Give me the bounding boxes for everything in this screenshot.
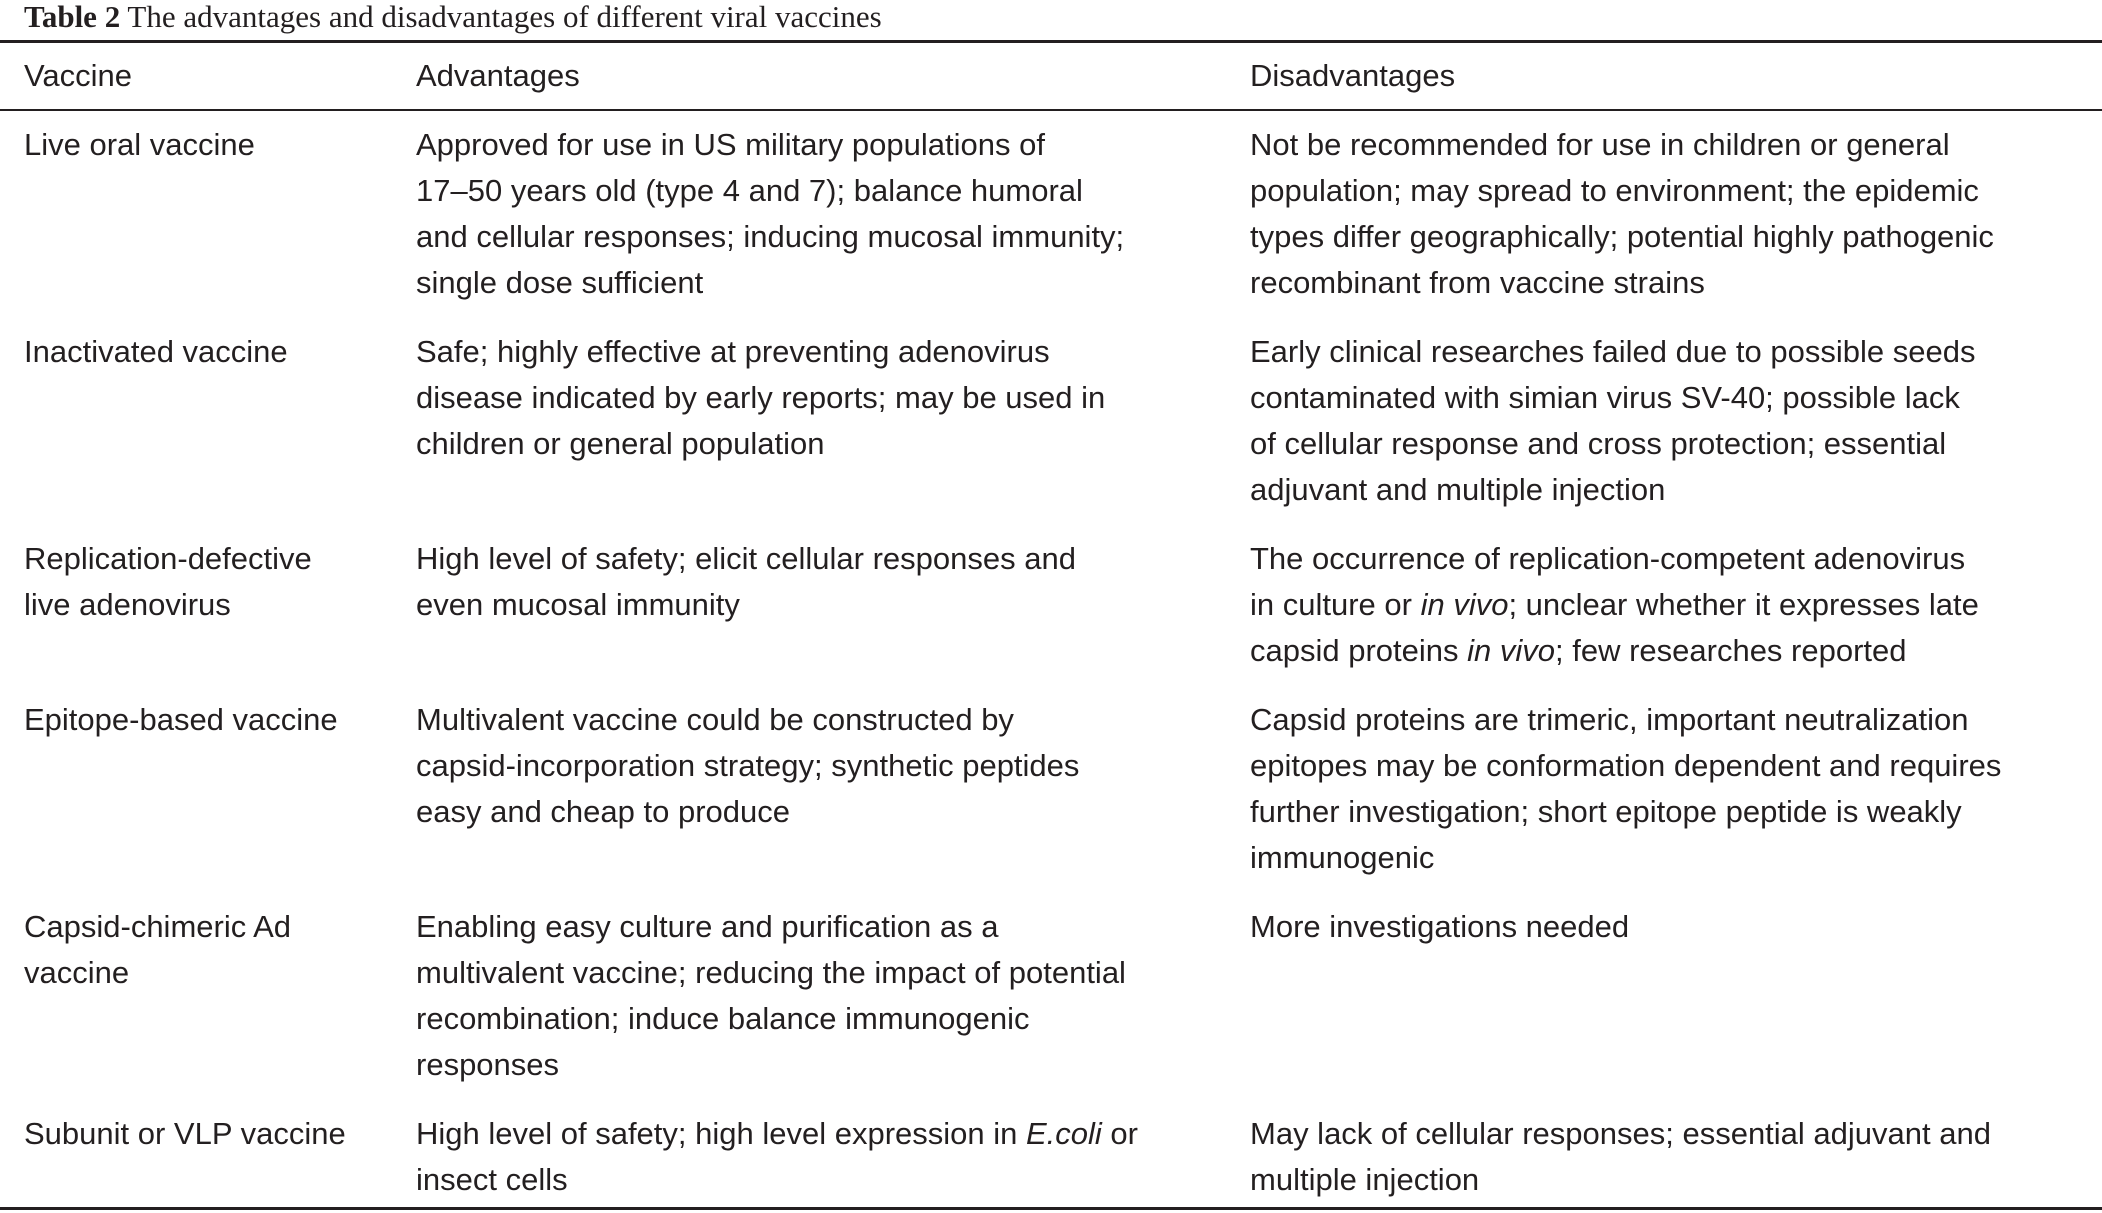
row-4-disadvantages (1250, 697, 2001, 881)
row-2-advantages-line: disease indicated by early reports; may be used in (416, 380, 1106, 415)
row-3-disadvantages-line (1250, 536, 1979, 582)
row-4-disadvantages-line: epitopes may be conformation dependent and requires (1250, 748, 2002, 783)
row-6-advantages-line (416, 1111, 1138, 1157)
row-1-advantages-line: Approved for use in US military populations of (416, 127, 1045, 162)
row-3-disadvantages (1250, 536, 1979, 674)
text-run: The occurrence of replication-competent adenovirus (1250, 541, 1966, 576)
row-1-disadvantages-line: Not be recommended for use in children or general (1250, 127, 1950, 162)
table-bottom-rule (0, 1207, 2102, 1210)
row-3-advantages (416, 536, 1076, 628)
row-5-advantages (416, 904, 1126, 1088)
row-6-vaccine (24, 1111, 346, 1157)
row-2-vaccine (24, 329, 288, 375)
row-1-disadvantages-line: types differ geographically; potential highly pathogenic (1250, 219, 1994, 254)
text-run: ; few researches reported (1555, 633, 1907, 668)
table-top-rule (0, 40, 2102, 43)
text-run: ; unclear whether it expresses late (1508, 587, 1979, 622)
row-6-disadvantages (1250, 1111, 1991, 1203)
row-5-vaccine-line: Capsid-chimeric Ad (24, 909, 292, 944)
row-4-disadvantages-line: immunogenic (1250, 840, 1435, 875)
row-4-advantages-line: easy and cheap to produce (416, 794, 790, 829)
row-2-disadvantages-line: adjuvant and multiple injection (1250, 472, 1666, 507)
row-5-advantages-line: multivalent vaccine; reducing the impact of potential (416, 955, 1126, 990)
row-3-disadvantages-line (1250, 582, 1979, 628)
text-run: insect cells (416, 1162, 568, 1197)
row-2-disadvantages-line: of cellular response and cross protection; essential (1250, 426, 1947, 461)
italic-term: in vivo (1420, 587, 1509, 622)
row-5-vaccine-line: vaccine (24, 955, 130, 990)
row-5-disadvantages (1250, 904, 1629, 950)
row-6-advantages (416, 1111, 1138, 1203)
text-run: capsid proteins (1250, 633, 1468, 668)
row-3-advantages-line: even mucosal immunity (416, 587, 740, 622)
italic-term: E.coli (1026, 1116, 1102, 1151)
row-6-vaccine-line: Subunit or VLP vaccine (24, 1116, 346, 1151)
row-6-advantages-line (416, 1157, 1138, 1203)
row-2-advantages-line: Safe; highly effective at preventing adenovirus (416, 334, 1050, 369)
row-2-vaccine-line: Inactivated vaccine (24, 334, 288, 369)
row-1-disadvantages-line: population; may spread to environment; the epidemic (1250, 173, 1979, 208)
row-5-advantages-line: recombination; induce balance immunogenic (416, 1001, 1030, 1036)
table-caption-label: Table 2 (24, 0, 121, 34)
row-3-vaccine-line: live adenovirus (24, 587, 231, 622)
row-1-vaccine (24, 122, 255, 168)
table-caption (24, 0, 882, 34)
header-disadvantages: Disadvantages (1250, 58, 1456, 93)
row-2-advantages (416, 329, 1105, 467)
table-caption-text: The advantages and disadvantages of different viral vaccines (127, 0, 882, 34)
table-header-rule (0, 109, 2102, 111)
row-5-disadvantages-line: More investigations needed (1250, 909, 1630, 944)
row-4-vaccine-line: Epitope-based vaccine (24, 702, 338, 737)
row-5-advantages-line: Enabling easy culture and purification as a (416, 909, 999, 944)
row-5-vaccine (24, 904, 291, 996)
row-1-disadvantages (1250, 122, 1994, 306)
row-4-disadvantages-line: further investigation; short epitope peptide is weakly (1250, 794, 1962, 829)
row-2-disadvantages-line: contaminated with simian virus SV-40; possible lack (1250, 380, 1960, 415)
row-2-advantages-line: children or general population (416, 426, 825, 461)
row-1-advantages-line: 17–50 years old (type 4 and 7); balance humoral (416, 173, 1083, 208)
text-run: High level of safety; high level expression in (416, 1116, 1026, 1151)
text-run: or (1101, 1116, 1138, 1151)
row-6-disadvantages-line: May lack of cellular responses; essential adjuvant and (1250, 1116, 1991, 1151)
row-4-disadvantages-line: Capsid proteins are trimeric, important neutralization (1250, 702, 1969, 737)
row-1-advantages-line: and cellular responses; inducing mucosal immunity; (416, 219, 1125, 254)
row-1-advantages-line: single dose sufficient (416, 265, 704, 300)
row-1-advantages (416, 122, 1124, 306)
row-1-disadvantages-line: recombinant from vaccine strains (1250, 265, 1705, 300)
header-vaccine: Vaccine (24, 58, 132, 93)
row-3-vaccine-line: Replication-defective (24, 541, 312, 576)
row-3-advantages-line: High level of safety; elicit cellular responses and (416, 541, 1076, 576)
row-4-advantages-line: Multivalent vaccine could be constructed by (416, 702, 1014, 737)
header-advantages: Advantages (416, 58, 580, 93)
row-1-vaccine-line: Live oral vaccine (24, 127, 255, 162)
row-6-disadvantages-line: multiple injection (1250, 1162, 1480, 1197)
row-4-vaccine (24, 697, 338, 743)
text-run: in culture or (1250, 587, 1421, 622)
row-2-disadvantages (1250, 329, 1975, 513)
row-3-vaccine (24, 536, 312, 628)
row-4-advantages (416, 697, 1079, 835)
row-5-advantages-line: responses (416, 1047, 560, 1082)
row-4-advantages-line: capsid-incorporation strategy; synthetic peptides (416, 748, 1080, 783)
italic-term: in vivo (1467, 633, 1555, 668)
row-2-disadvantages-line: Early clinical researches failed due to possible seeds (1250, 334, 1976, 369)
row-3-disadvantages-line (1250, 628, 1979, 674)
